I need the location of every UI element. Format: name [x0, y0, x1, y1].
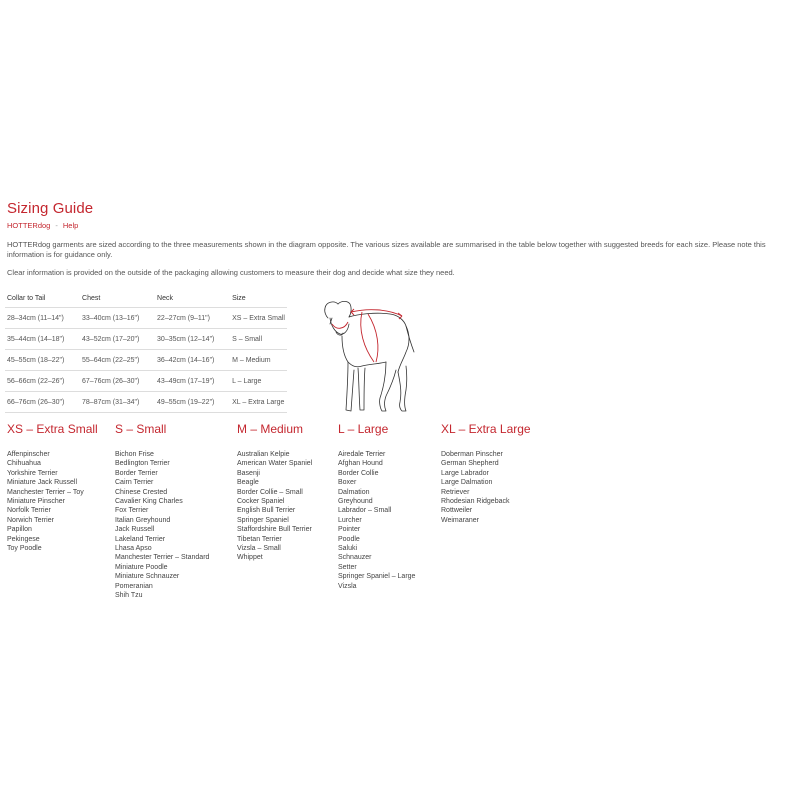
breed-list-item: Springer Spaniel — [237, 516, 289, 524]
breed-list-item: Affenpinscher — [7, 451, 50, 458]
breadcrumb-separator: - — [55, 221, 58, 230]
breed-list-item: Miniature Jack Russell — [7, 479, 78, 487]
breed-list-item: English Bull Terrier — [237, 507, 296, 515]
breed-list-xs — [7, 450, 98, 553]
size-table-cell: S – Small — [230, 329, 287, 350]
page-title: Sizing Guide — [7, 200, 94, 217]
size-table-cell: 67–76cm (26–30") — [80, 371, 155, 392]
breed-column-l — [338, 420, 415, 591]
breed-list-item: Italian Greyhound — [115, 516, 171, 524]
breed-list-item: Whippet — [237, 554, 263, 562]
breed-list-item: Dalmation — [338, 488, 370, 496]
breed-list-item: Miniature Schnauzer — [115, 573, 180, 581]
breed-list-item: Cairn Terrier — [115, 479, 154, 487]
size-table-cell: M – Medium — [230, 350, 287, 371]
breed-list-item: Yorkshire Terrier — [7, 469, 58, 477]
breed-list-item: Afghan Hound — [338, 460, 383, 468]
size-table-cell: 22–27cm (9–11") — [155, 308, 230, 329]
breed-list-item: Border Terrier — [115, 469, 158, 477]
breed-list-item: Staffordshire Bull Terrier — [237, 526, 312, 534]
breed-list-item: Beagle — [237, 479, 259, 487]
breed-list-item: Basenji — [237, 469, 260, 477]
breed-list-item: Miniature Pinscher — [7, 498, 65, 506]
size-table-cell: 66–76cm (26–30") — [5, 392, 80, 413]
size-table-row — [5, 392, 287, 413]
size-table-cell: 36–42cm (14–16") — [155, 350, 230, 371]
breed-list-item: Fox Terrier — [115, 507, 149, 515]
breed-list-item: Springer Spaniel – Large — [338, 573, 416, 581]
size-table-cell: 55–64cm (22–25") — [80, 350, 155, 371]
measurement-lines — [332, 309, 402, 362]
size-table-cell: XS – Extra Small — [230, 308, 287, 329]
breed-list-item: Border Collie – Small — [237, 488, 303, 496]
breed-column-m — [237, 420, 312, 563]
size-table-cell: XL – Extra Large — [230, 392, 287, 413]
breadcrumb-brand-link[interactable]: HOTTERdog — [7, 221, 51, 230]
breed-list-item: Setter — [338, 563, 357, 571]
neck-line — [332, 322, 348, 328]
size-table-cell: 43–52cm (17–20") — [80, 329, 155, 350]
breed-list-item: Norfolk Terrier — [7, 507, 51, 515]
breed-list-item: Bichon Frise — [115, 451, 154, 458]
size-table-cell: 49–55cm (19–22") — [155, 392, 230, 413]
breed-list-item: Lakeland Terrier — [115, 535, 166, 543]
size-heading-l: L – Large — [338, 422, 389, 436]
size-table-cell: 43–49cm (17–19") — [155, 371, 230, 392]
size-heading-s: S – Small — [115, 422, 167, 436]
breed-list-item: Pomeranian — [115, 582, 153, 590]
breed-list-item: Boxer — [338, 479, 357, 487]
breed-list-item: American Water Spaniel — [237, 460, 313, 468]
breadcrumb — [7, 221, 78, 230]
breed-list-item: Norwich Terrier — [7, 516, 54, 524]
header-chest: Chest — [80, 289, 155, 308]
size-table-cell: L – Large — [230, 371, 287, 392]
breadcrumb-help-link[interactable]: Help — [62, 221, 79, 230]
breed-list-item: Poodle — [338, 535, 360, 543]
breed-list-item: Miniature Poodle — [115, 563, 168, 571]
size-heading-xs: XS – Extra Small — [7, 422, 98, 436]
breed-list-item: Airedale Terrier — [338, 451, 386, 458]
breed-list-item: Shih Tzu — [115, 592, 143, 600]
breed-list-item: Chihuahua — [7, 460, 41, 468]
breed-list-item: Labrador – Small — [338, 507, 392, 515]
breed-list-item: Australian Kelpie — [237, 451, 290, 458]
size-table-cell: 28–34cm (11–14") — [5, 308, 80, 329]
breed-list-l — [338, 450, 415, 591]
size-heading-xl: XL – Extra Large — [441, 422, 531, 436]
breed-list-item: Chinese Crested — [115, 488, 168, 496]
breed-list-item: Greyhound — [338, 498, 373, 506]
breed-list-item: Cocker Spaniel — [237, 498, 285, 506]
breed-list-item: Vizsla — [338, 582, 357, 590]
size-table-cell: 56–66cm (22–26") — [5, 371, 80, 392]
header-neck: Neck — [155, 289, 230, 308]
breed-list-item: Saluki — [338, 545, 358, 553]
breed-list-item: Lhasa Apso — [115, 545, 152, 553]
size-table-row — [5, 329, 287, 350]
breed-list-item: Pointer — [338, 526, 361, 534]
breed-list-item: Lurcher — [338, 516, 362, 524]
breed-list-item: Bedlington Terrier — [115, 460, 170, 468]
breed-list-xl — [441, 450, 531, 525]
packaging-paragraph: Clear information is provided on the outside of the packaging allowing customers to measure their dog and decide what size they need. — [7, 268, 455, 277]
breed-list-item: Rhodesian Ridgeback — [441, 498, 510, 506]
breed-list-m — [237, 450, 312, 563]
breed-list-item: Cavalier King Charles — [115, 498, 183, 506]
breed-list-item: Border Collie — [338, 469, 379, 477]
breed-list-item: Large Labrador — [441, 469, 489, 477]
chest-line — [361, 312, 374, 362]
breed-list-item: Manchester Terrier – Toy — [7, 488, 84, 496]
breed-list-item: Manchester Terrier – Standard — [115, 554, 210, 562]
breed-list-item: Vizsla – Small — [237, 545, 281, 553]
size-table-cell: 30–35cm (12–14") — [155, 329, 230, 350]
breed-list-item: Doberman Pinscher — [441, 451, 503, 458]
breed-column-s — [115, 420, 209, 601]
breed-list-item: Pekingese — [7, 535, 40, 543]
breed-list-item: Large Dalmation — [441, 479, 493, 487]
size-table-row — [5, 371, 287, 392]
size-table-cell: 33–40cm (13–16") — [80, 308, 155, 329]
intro-paragraph: HOTTERdog garments are sized according to the three measurements shown in the diagram opposite. The various sizes available are summarised in the table below together with suggested breeds for each size. Please note this information is for guidance only. — [7, 240, 766, 259]
size-table-cell: 78–87cm (31–34") — [80, 392, 155, 413]
breed-list-item: German Shepherd — [441, 460, 499, 468]
size-table-row — [5, 308, 287, 329]
header-size: Size — [230, 289, 287, 308]
header-collar-to-tail: Collar to Tail — [5, 289, 80, 308]
breed-list-item: Tibetan Terrier — [237, 535, 282, 543]
size-table — [5, 289, 287, 413]
size-table-row — [5, 350, 287, 371]
breed-list-item: Toy Poodle — [7, 545, 42, 553]
breed-list-item: Papillon — [7, 526, 32, 534]
size-table-cell: 35–44cm (14–18") — [5, 329, 80, 350]
dog-measurement-diagram — [318, 290, 418, 430]
breed-list-item: Weimaraner — [441, 516, 479, 524]
breed-column-xs — [7, 420, 98, 553]
breed-list-item: Rottweiler — [441, 507, 473, 515]
breed-list-item: Retriever — [441, 488, 470, 496]
breed-list-item: Schnauzer — [338, 554, 372, 562]
size-table-header — [5, 289, 287, 308]
breed-list-item: Jack Russell — [115, 526, 155, 534]
breed-list-s — [115, 450, 209, 601]
size-heading-m: M – Medium — [237, 422, 304, 436]
breed-column-xl — [441, 420, 531, 525]
size-table-cell: 45–55cm (18–22") — [5, 350, 80, 371]
